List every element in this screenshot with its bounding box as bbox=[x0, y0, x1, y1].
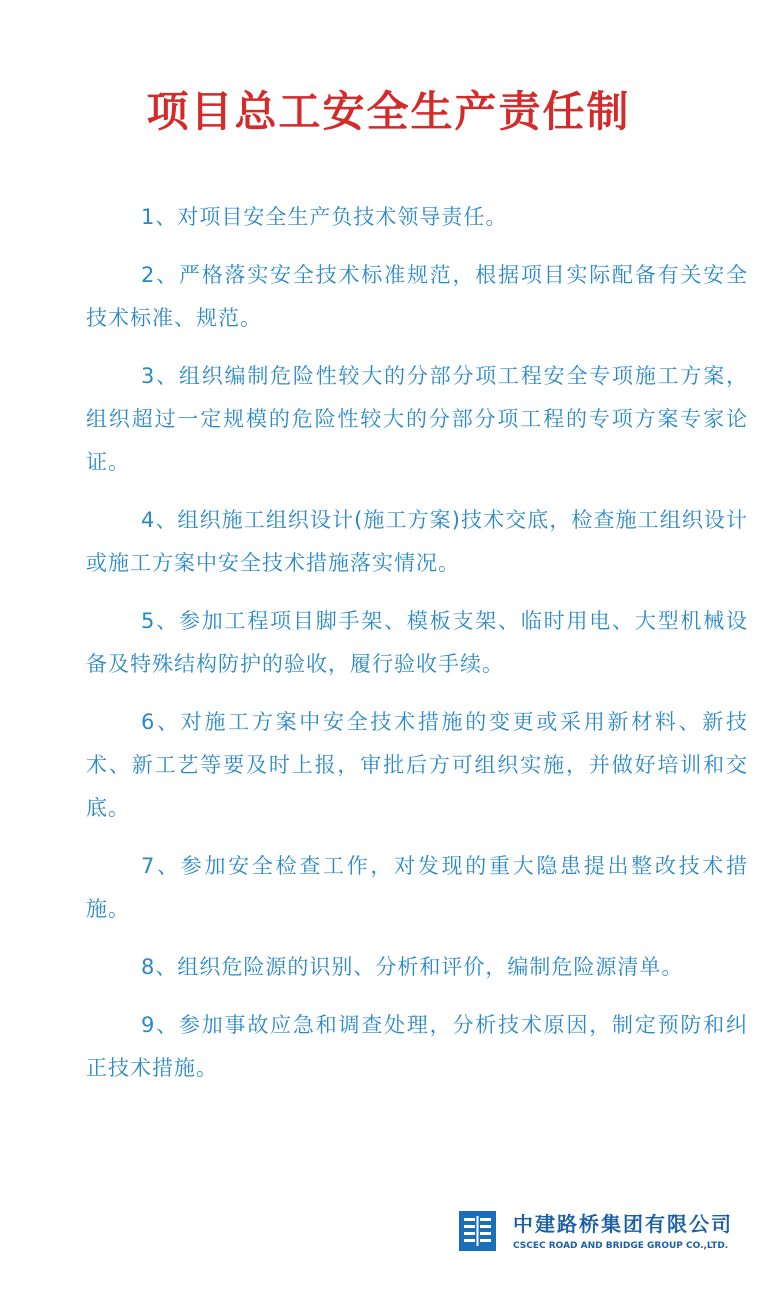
document-title: 项目总工安全生产责任制 bbox=[146, 87, 631, 136]
clause-item: 9、参加事故应急和调查处理，分析技术原因，制定预防和纠正技术措施。 bbox=[86, 1013, 748, 1080]
clause-item: 4、组织施工组织设计(施工方案)技术交底，检查施工组织设计或施工方案中安全技术措施落实情况。 bbox=[86, 508, 748, 575]
cscec-logo-icon bbox=[459, 1211, 496, 1251]
clause-item: 7、参加安全检查工作，对发现的重大隐患提出整改技术措施。 bbox=[86, 854, 748, 921]
clause-item: 8、组织危险源的识别、分析和评价，编制危险源清单。 bbox=[141, 955, 684, 979]
clause-item: 1、对项目安全生产负技术领导责任。 bbox=[141, 205, 508, 229]
company-name-cn: 中建路桥集团有限公司 bbox=[513, 1212, 733, 1236]
clause-item: 3、组织编制危险性较大的分部分项工程安全专项施工方案，组织超过一定规模的危险性较大的分部分项工程的专项方案专家论证。 bbox=[86, 364, 748, 474]
clause-item: 6、对施工方案中安全技术措施的变更或采用新材料、新技术、新工艺等要及时上报，审批后方可组织实施，并做好培训和交底。 bbox=[86, 710, 748, 820]
clause-list bbox=[86, 196, 748, 1105]
company-footer bbox=[459, 1211, 759, 1255]
company-name-en: CSCEC ROAD AND BRIDGE GROUP CO.,LTD. bbox=[513, 1241, 729, 1251]
clause-item: 2、严格落实安全技术标准规范，根据项目实际配备有关安全技术标准、规范。 bbox=[86, 263, 748, 330]
clause-item: 5、参加工程项目脚手架、模板支架、临时用电、大型机械设备及特殊结构防护的验收，履行验收手续。 bbox=[86, 609, 748, 676]
